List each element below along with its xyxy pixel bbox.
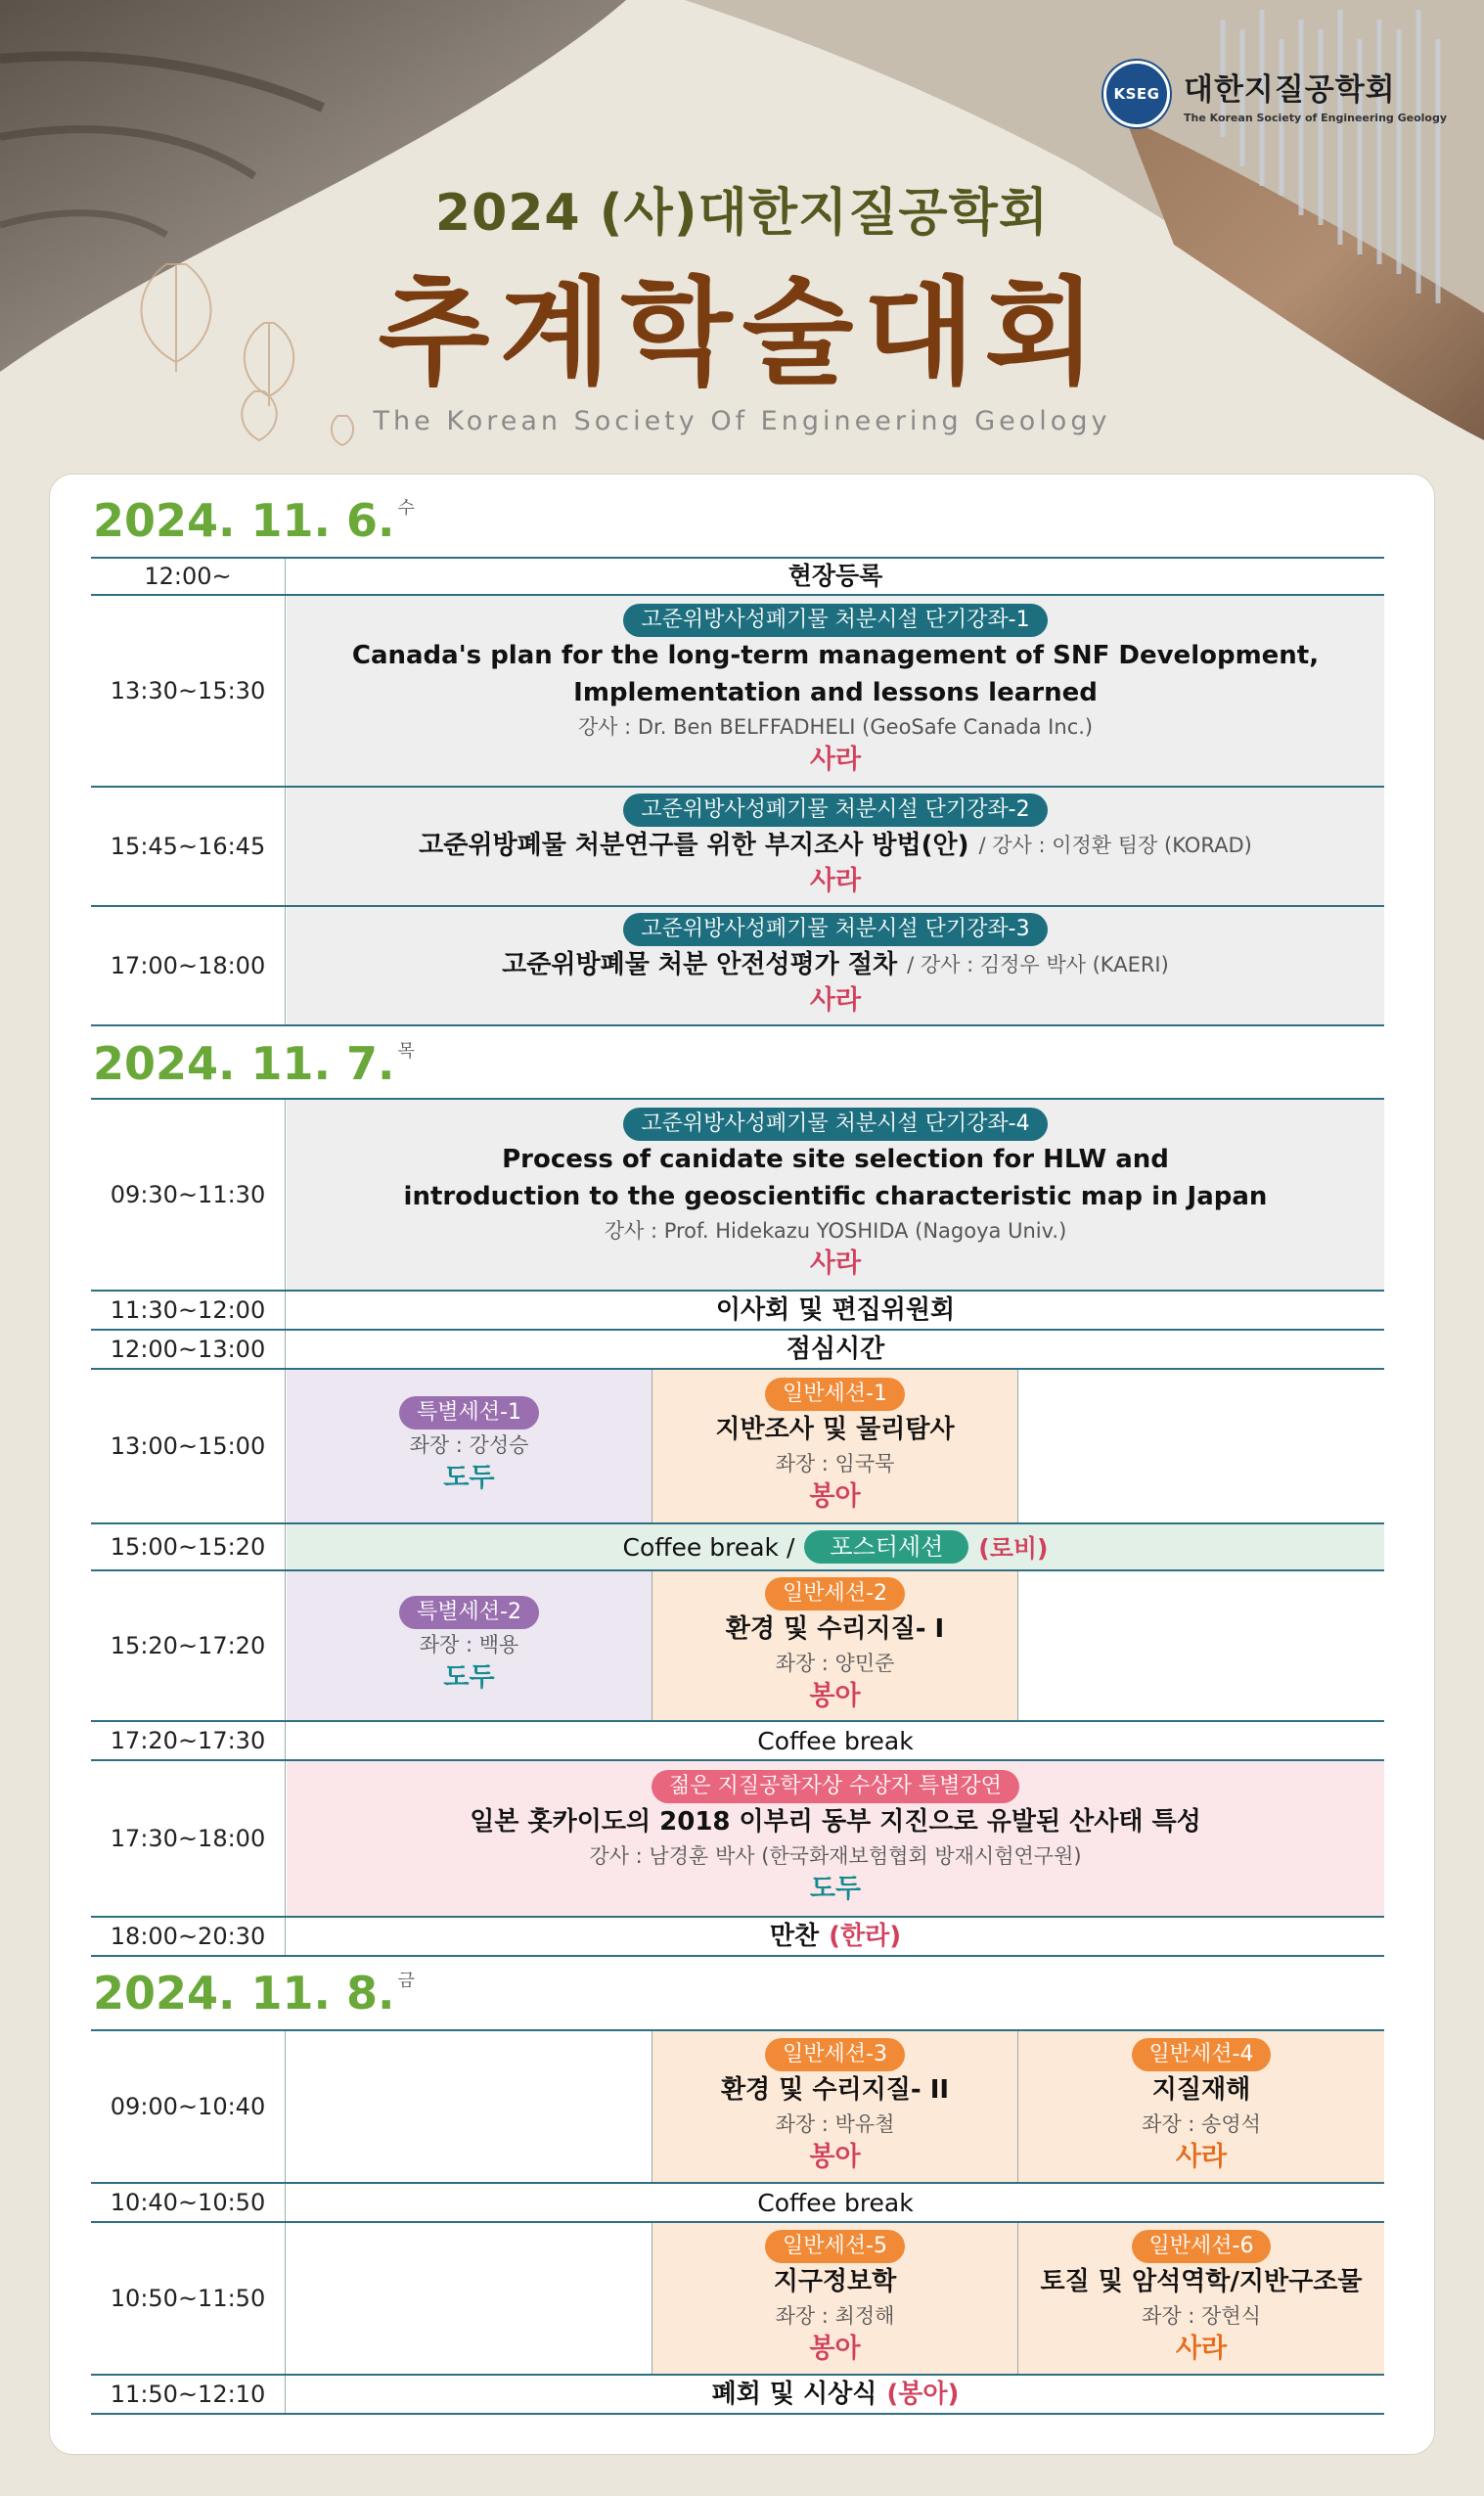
schedule-row (91, 2376, 1384, 2415)
time-cell: 10:50~11:50 (91, 2223, 286, 2374)
time-cell: 15:45~16:45 (91, 788, 286, 905)
session-pill: 고준위방사성폐기물 처분시설 단기강좌-4 (623, 1108, 1047, 1141)
event-text: 폐회 및 시상식 (711, 2380, 877, 2409)
session-pill: 일반세션-1 (765, 1378, 905, 1411)
time-cell: 11:50~12:10 (91, 2376, 286, 2413)
room-label: 도두 (443, 1662, 495, 1693)
session-pill: 젊은 지질공학자상 수상자 특별강연 (652, 1770, 1019, 1803)
schedule-row (91, 2029, 1384, 2184)
time-cell: 12:00~13:00 (91, 1331, 286, 1368)
session-pill: 일반세션-6 (1132, 2230, 1272, 2263)
session-title: 환경 및 수리지질- I (725, 1614, 945, 1644)
day-weekday: 금 (397, 1971, 415, 1991)
kseg-logo (1103, 61, 1447, 127)
chair-text: 좌장 : 장현식 (1142, 2304, 1261, 2328)
speaker-text: 강사 : Dr. Ben BELFFADHELI (GeoSafe Canada Inc.) (577, 715, 1094, 739)
event-title-english: The Korean Society Of Engineering Geology (373, 406, 1111, 436)
room-label: 도두 (809, 1874, 862, 1904)
room-label: 봉아 (809, 2334, 861, 2364)
schedule-row (91, 1370, 1384, 1524)
schedule-row (91, 1331, 1384, 1370)
event-text: Coffee break (757, 1726, 914, 1755)
event-text: 이사회 및 편집위원회 (715, 1295, 956, 1325)
chair-text: 좌장 : 임국묵 (775, 1452, 895, 1475)
event-subtitle: 2024 (사)대한지질공학회 (434, 184, 1050, 243)
session-title: 환경 및 수리지질- II (720, 2075, 950, 2105)
general-session-cell (1018, 2223, 1384, 2374)
room-label: (로비) (978, 1534, 1049, 1563)
session-title: 지구정보학 (773, 2267, 897, 2296)
time-cell: 12:00~ (91, 559, 286, 594)
time-cell: 17:30~18:00 (91, 1761, 286, 1916)
room-label: (봉아) (886, 2380, 960, 2409)
day-heading-2 (93, 1037, 415, 1090)
special-session-cell (287, 1370, 652, 1522)
session-pill: 일반세션-3 (765, 2038, 905, 2071)
event-title: 추계학술대회 (378, 265, 1106, 400)
room-label: 도두 (443, 1463, 495, 1493)
session-pill: 고준위방사성폐기물 처분시설 단기강좌-3 (623, 913, 1047, 946)
room-label: 봉아 (809, 1481, 861, 1512)
time-cell: 15:20~17:20 (91, 1571, 286, 1720)
session-pill: 일반세션-5 (765, 2230, 905, 2263)
time-cell: 11:30~12:00 (91, 1292, 286, 1329)
session-pill: 고준위방사성폐기물 처분시설 단기강좌-1 (623, 604, 1047, 637)
time-cell: 10:40~10:50 (91, 2184, 286, 2221)
room-label: (한라) (829, 1922, 902, 1951)
kseg-emblem-icon: KSEG (1103, 61, 1170, 127)
day-heading-1 (93, 494, 415, 547)
time-cell: 09:30~11:30 (91, 1100, 286, 1290)
event-text: Coffee break (757, 2188, 914, 2217)
time-cell: 15:00~15:20 (91, 1524, 286, 1569)
room-label: 사라 (1175, 2334, 1228, 2364)
room-label: 사라 (1175, 2142, 1228, 2172)
chair-text: 좌장 : 송영석 (1142, 2112, 1261, 2136)
session-pill: 고준위방사성폐기물 처분시설 단기강좌-2 (623, 794, 1047, 827)
event-text: 점심시간 (786, 1335, 885, 1364)
day-date: 2024. 11. 8. (93, 1967, 395, 2019)
empty-cell (287, 2031, 652, 2182)
session-pill: 특별세션-2 (399, 1596, 539, 1629)
schedule-row (91, 1524, 1384, 1571)
chair-text: 좌장 : 박유철 (775, 2112, 895, 2136)
schedule-row (91, 2184, 1384, 2223)
logo-english-name: The Korean Society of Engineering Geology (1184, 111, 1448, 124)
schedule-row (91, 2223, 1384, 2376)
time-cell: 18:00~20:30 (91, 1918, 286, 1955)
day-date: 2024. 11. 6. (93, 494, 395, 547)
schedule-row (91, 1292, 1384, 1331)
general-session-cell (652, 2223, 1018, 2374)
special-session-cell (287, 1571, 652, 1720)
time-cell: 17:00~18:00 (91, 907, 286, 1024)
schedule-row (91, 1722, 1384, 1761)
event-text: 현장등록 (787, 562, 883, 590)
session-title: 토질 및 암석역학/지반구조물 (1040, 2267, 1363, 2296)
general-session-cell (1018, 2031, 1384, 2182)
schedule-row (91, 1098, 1384, 1292)
hero-banner (0, 0, 1484, 460)
lecture-title: 고준위방폐물 처분 안전성평가 절차 (502, 950, 898, 979)
day-date: 2024. 11. 7. (93, 1037, 395, 1090)
coffee-break-text: Coffee break / (622, 1532, 795, 1562)
day-weekday: 목 (397, 1041, 415, 1062)
session-title: 지질재해 (1151, 2075, 1251, 2105)
general-session-cell (652, 1370, 1018, 1522)
lecture-title: 고준위방폐물 처분연구를 위한 부지조사 방법(안) (419, 831, 969, 860)
time-cell: 13:30~15:30 (91, 596, 286, 786)
chair-text: 좌장 : 양민준 (775, 1652, 895, 1675)
lecture-title-line: introduction to the geoscientific characteristic map in Japan (403, 1182, 1268, 1211)
chair-text: 좌장 : 백용 (419, 1633, 519, 1656)
lecture-title-line: Implementation and lessons learned (573, 678, 1098, 707)
logo-korean-name: 대한지질공학회 (1184, 71, 1396, 108)
room-label: 봉아 (809, 1681, 861, 1711)
day-heading-3 (93, 1967, 415, 2019)
lecture-title-line: Canada's plan for the long-term management of SNF Development, (351, 641, 1320, 670)
session-pill: 일반세션-4 (1132, 2038, 1272, 2071)
schedule-row (91, 596, 1384, 788)
schedule-row (91, 907, 1384, 1026)
chair-text: 좌장 : 강성승 (409, 1433, 529, 1457)
schedule-row (91, 788, 1384, 907)
room-label: 사라 (809, 985, 862, 1016)
empty-cell (1018, 1571, 1384, 1720)
room-label: 사라 (809, 866, 862, 896)
room-label: 사라 (809, 1248, 862, 1279)
time-cell: 13:00~15:00 (91, 1370, 286, 1522)
schedule-row (91, 557, 1384, 596)
speaker-text: / 강사 : 김정우 박사 (KAERI) (907, 953, 1169, 976)
session-pill: 특별세션-1 (399, 1396, 539, 1430)
speaker-text: 강사 : 남경훈 박사 (한국화재보험협회 방재시험연구원) (589, 1844, 1082, 1868)
poster-session-pill: 포스터세션 (804, 1530, 968, 1564)
schedule-row (91, 1761, 1384, 1918)
session-title: 지반조사 및 물리탐사 (715, 1415, 955, 1444)
lecture-title-line: Process of canidate site selection for HLW and (502, 1145, 1169, 1174)
time-cell: 09:00~10:40 (91, 2031, 286, 2182)
room-label: 봉아 (809, 2142, 861, 2172)
day-weekday: 수 (397, 498, 415, 519)
empty-cell (287, 2223, 652, 2374)
speaker-text: / 강사 : 이정환 팀장 (KORAD) (978, 834, 1252, 857)
event-text: 만찬 (769, 1922, 820, 1951)
room-label: 사라 (809, 745, 862, 775)
speaker-text: 강사 : Prof. Hidekazu YOSHIDA (Nagoya Univ.) (604, 1219, 1067, 1243)
schedule-row (91, 1918, 1384, 1957)
general-session-cell (652, 2031, 1018, 2182)
time-cell: 17:20~17:30 (91, 1722, 286, 1759)
chair-text: 좌장 : 최정해 (775, 2304, 895, 2328)
schedule-row (91, 1571, 1384, 1722)
lecture-title: 일본 홋카이도의 2018 이부리 동부 지진으로 유발된 산사태 특성 (470, 1807, 1201, 1837)
general-session-cell (652, 1571, 1018, 1720)
empty-cell (1018, 1370, 1384, 1522)
session-pill: 일반세션-2 (765, 1577, 905, 1611)
